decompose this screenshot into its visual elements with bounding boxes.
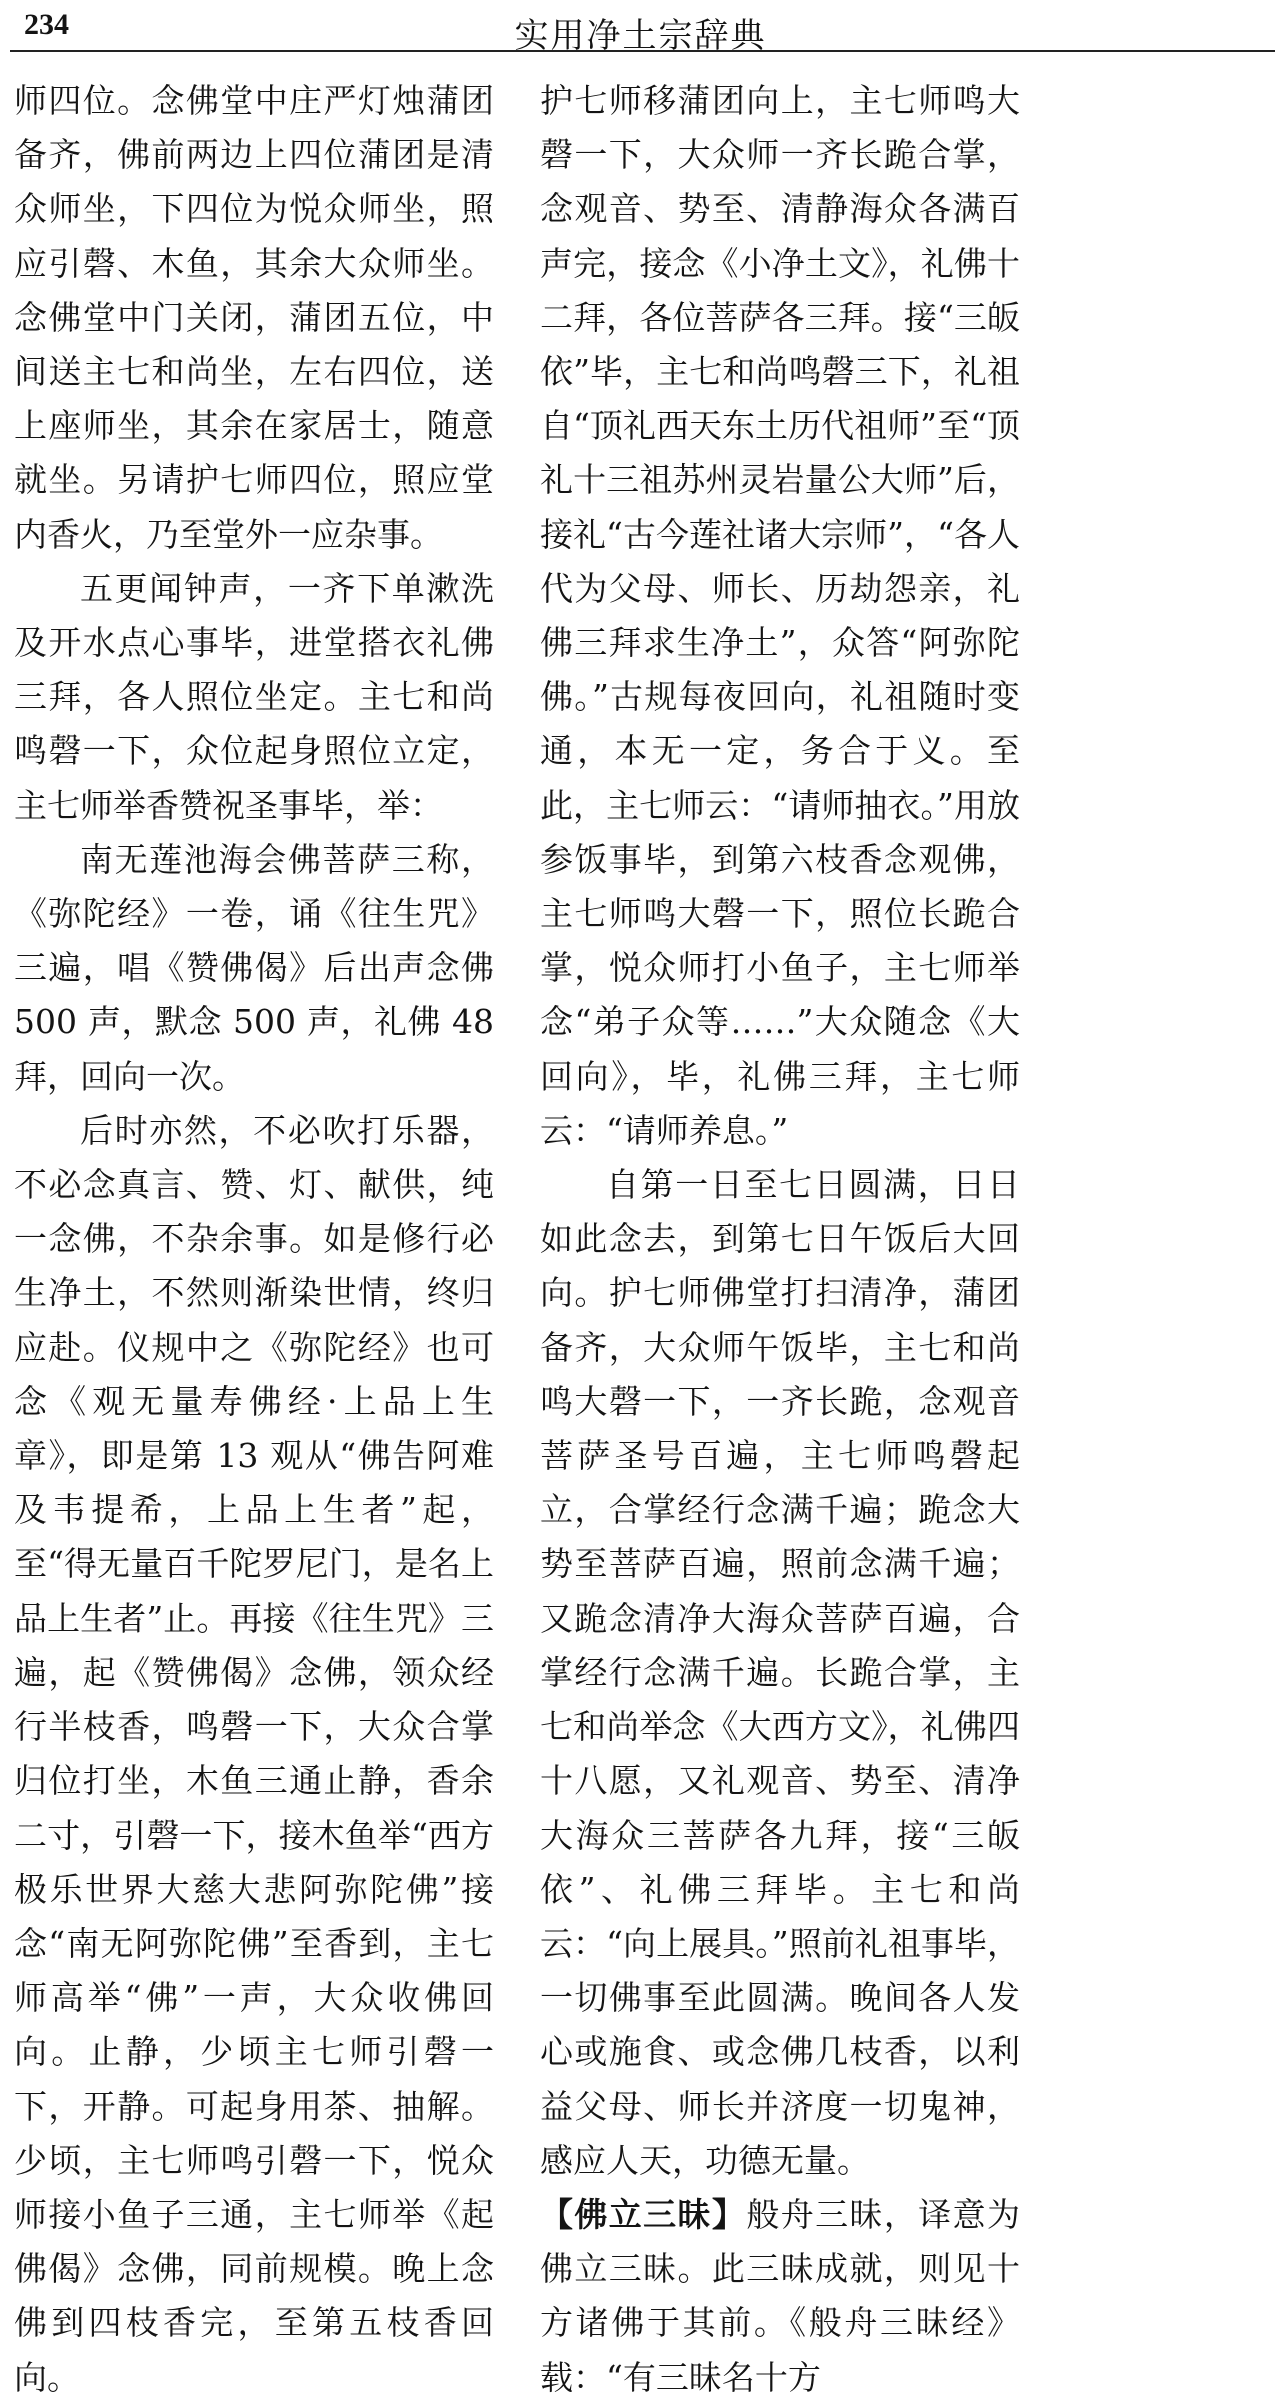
left-column [14,74,494,2405]
paragraph: 自第一日至七日圆满，日日如此念去，到第七日午饭后大回向。护七师佛堂打扫清净，蒲团备齐，大众师午饭毕，主七和尚鸣大磬一下，一齐长跪，念观音菩萨圣号百遍，主七师鸣磬起立，合掌经行念满千遍；跪念大势至菩萨百遍，照前念满千遍；又跪念清净大海众菩萨百遍，合掌经行念满千遍。长跪合掌，主七和尚举念《大西方文》，礼佛四十八愿，又礼观音、势至、清净大海众三菩萨各九拜，接“三皈依”、礼佛三拜毕。主七和尚云：“向上展具。”照前礼祖事毕，一切佛事至此圆满。晚间各人发心或施食、或念佛几枝香，以利益父母、师长并济度一切鬼神，感应人天，功德无量。 [540,1165,1020,2180]
page-number: 234 [24,8,69,41]
right-column [540,74,1020,2405]
paragraph: 南无莲池海会佛菩萨三称，《弥陀经》一卷，诵《往生咒》三遍，唱《赞佛偈》后出声念佛 500 声，默念 500 声，礼佛 48 拜，回向一次。 [14,839,494,1096]
paragraph-continued: 师四位。念佛堂中庄严灯烛蒲团备齐，佛前两边上四位蒲团是清众师坐，下四位为悦众师坐，照应引磬、木鱼，其余大众师坐。念佛堂中门关闭，蒲团五位，中间送主七和尚坐，左右四位，送上座师坐，其余在家居士，随意就坐。另请护七师四位，照应堂内香火，乃至堂外一应杂事。 [14,81,494,554]
paragraph-continued: 护七师移蒲团向上，主七师鸣大磬一下，大众师一齐长跪合掌，念观音、势至、清静海众各满百声完，接念《小净土文》，礼佛十二拜，各位菩萨各三拜。接“三皈依”毕，主七和尚鸣磬三下，礼祖自“顶礼西天东土历代祖师”至“顶礼十三祖苏州灵岩量公大师”后，接礼“古今莲社诸大宗师”，“各人代为父母、师长、历劫怨亲，礼佛三拜求生净土”，众答“阿弥陀佛。”古规每夜回向，礼祖随时变通，本无一定，务合于义。至此，主七师云：“请师抽衣。”用放参饭事毕，到第六枝香念观佛，主七师鸣大磬一下，照位长跪合掌，悦众师打小鱼子，主七师举念“弟子众等……”大众随念《大回向》，毕，礼佛三拜，主七师云：“请师养息。” [540,81,1020,1150]
header-rule [10,50,1275,52]
dictionary-entry [540,2188,1020,2405]
entry-text: 般舟三昧，译意为佛立三昧。此三昧成就，则见十方诸佛于其前。《般舟三昧经》载：“有三昧名十方 [540,2194,1021,2397]
page-header [0,0,1281,56]
paragraph: 后时亦然，不必吹打乐器，不必念真言、赞、灯、献供，纯一念佛，不杂余事。如是修行必生净土，不然则渐染世情，终归应赴。仪规中之《弥陀经》也可念《观无量寿佛经·上品上生章》，即是第 13 观从“佛告阿难及韦提希，上品上生者”起，至“得无量百千陀罗尼门，是名上品上生者”止。再接《往生咒》三遍，起《赞佛偈》念佛，领众经行半枝香，鸣磬一下，大众合掌归位打坐，木鱼三通止静，香余二寸，引磬一下，接木鱼举“西方极乐世界大慈大悲阿弥陀佛”接念“南无阿弥陀佛”至香到，主七师高举“佛”一声，大众收佛回向。止静，少顷主七师引磬一下，开静。可起身用茶、抽解。少顷，主七师鸣引磬一下，悦众师接小鱼子三通，主七师举《起佛偈》念佛，同前规模。晚上念佛到四枝香完，至第五枝香回向。 [14,1110,494,2397]
book-title: 实用净土宗辞典 [514,16,767,56]
paragraph: 五更闻钟声，一齐下单漱洗及开水点心事毕，进堂搭衣礼佛三拜，各人照位坐定。主七和尚鸣磬一下，众位起身照位立定，主七师举香赞祝圣事毕，举： [14,568,494,825]
entry-term: 【佛立三昧】 [540,2194,747,2234]
